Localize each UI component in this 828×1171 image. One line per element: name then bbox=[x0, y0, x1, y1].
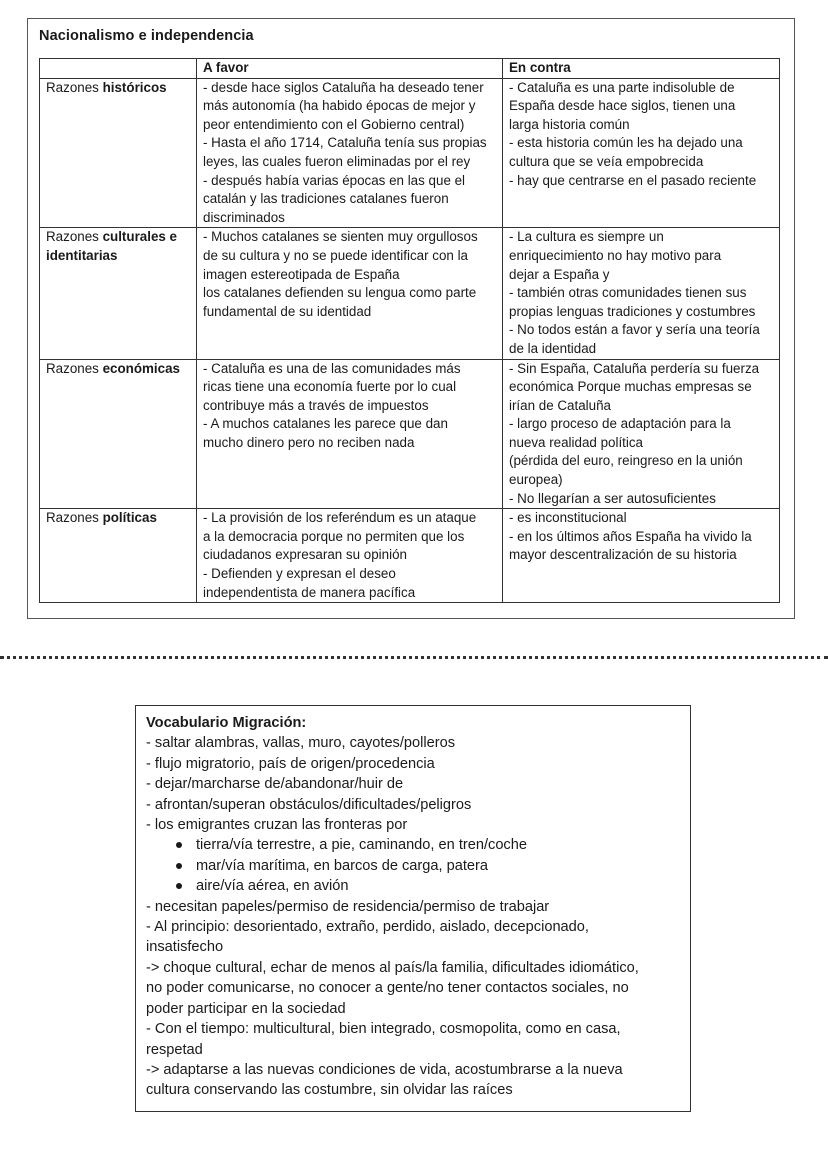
vocab-line: - Con el tiempo: multicultural, bien integrado, cosmopolita, como en casa, bbox=[146, 1021, 621, 1038]
vocab-bullet-item bbox=[146, 876, 680, 896]
cell-line: - A muchos catalanes les parece que dan bbox=[203, 416, 448, 432]
cell-line: más autonomía (ha habido épocas de mejor y bbox=[203, 98, 476, 114]
vocab-line: -> choque cultural, echar de menos al país/la familia, dificultades idiomático, bbox=[146, 959, 639, 976]
cell-line: - desde hace siglos Cataluña ha deseado tener bbox=[203, 79, 484, 95]
cell-line: - hay que centrarse en el pasado reciente bbox=[509, 172, 757, 188]
cell-line: de su cultura y no se puede identificar con la bbox=[203, 247, 469, 263]
header-favor: A favor bbox=[197, 59, 503, 79]
cell-line: ciudadanos expresaran su opinión bbox=[203, 547, 407, 563]
vocab-line: - saltar alambras, vallas, muro, cayotes/polleros bbox=[146, 735, 456, 752]
vocab-bullet-item bbox=[146, 856, 680, 876]
cell-line: dejar a España y bbox=[509, 266, 610, 282]
vocab-line: respetad bbox=[146, 1041, 203, 1058]
cell-line: - Cataluña es una de las comunidades más bbox=[203, 360, 461, 376]
cell-line: europea) bbox=[509, 472, 563, 488]
cell-line: mayor descentralización de su historia bbox=[509, 547, 737, 563]
cell-line: - Muchos catalanes se sienten muy orgullosos bbox=[203, 229, 478, 245]
cell-line: - Defienden y expresan el deseo bbox=[203, 566, 396, 582]
cell-line: (pérdida del euro, reingreso en la unión bbox=[509, 453, 743, 469]
row-label bbox=[40, 228, 197, 359]
table-row bbox=[40, 228, 780, 359]
cell-line: - largo proceso de adaptación para la bbox=[509, 416, 731, 432]
cell-line: - en los últimos años España ha vivido la bbox=[509, 528, 752, 544]
cell-line: - Sin España, Cataluña perdería su fuerza bbox=[509, 360, 760, 376]
cell-line: nueva realidad política bbox=[509, 434, 643, 450]
cell-line: - Hasta el año 1714, Cataluña tenía sus propias bbox=[203, 135, 487, 151]
vocab-line: - afrontan/superan obstáculos/dificultades/peligros bbox=[146, 796, 472, 813]
vocab-line: insatisfecho bbox=[146, 939, 224, 956]
vocabulary-box bbox=[135, 705, 691, 1112]
cell-line: larga historia común bbox=[509, 116, 630, 132]
cell-contra bbox=[503, 509, 780, 603]
cell-line: - No llegarían a ser autosuficientes bbox=[509, 490, 716, 506]
row-label-prefix: Razones bbox=[46, 229, 103, 245]
cell-line: propias lenguas tradiciones y costumbres bbox=[509, 303, 756, 319]
row-label-prefix: Razones bbox=[46, 79, 103, 95]
row-label-topic: económicas bbox=[102, 360, 180, 376]
cell-line: mucho dinero pero no reciben nada bbox=[203, 434, 415, 450]
row-label-topic: políticas bbox=[102, 510, 157, 526]
cell-line: discriminados bbox=[203, 209, 285, 225]
bullet-text: tierra/vía terrestre, a pie, caminando, en tren/coche bbox=[196, 837, 527, 854]
dotted-separator bbox=[0, 656, 828, 659]
vocab-line: - flujo migratorio, país de origen/procedencia bbox=[146, 755, 435, 772]
cell-line: a la democracia porque no permiten que los bbox=[203, 528, 465, 544]
row-label bbox=[40, 78, 197, 228]
header-contra: En contra bbox=[503, 59, 780, 79]
vocab-line: - Al principio: desorientado, extraño, perdido, aislado, decepcionado, bbox=[146, 919, 589, 936]
cell-line: - también otras comunidades tienen sus bbox=[509, 285, 747, 301]
cell-line: - La provisión de los referéndum es un ataque bbox=[203, 510, 477, 526]
vocab-bullet-item bbox=[146, 835, 680, 855]
row-label-topic: culturales e identitarias bbox=[46, 229, 178, 263]
table-row bbox=[40, 509, 780, 603]
cell-line: - Cataluña es una parte indisoluble de bbox=[509, 79, 735, 95]
vocab-line: cultura conservando las costumbre, sin olvidar las raíces bbox=[146, 1082, 513, 1099]
bullet-text: mar/vía marítima, en barcos de carga, patera bbox=[196, 857, 489, 874]
cell-line: irían de Cataluña bbox=[509, 397, 611, 413]
section-title: Nacionalismo e independencia bbox=[39, 28, 254, 44]
cell-line: España desde hace siglos, tienen una bbox=[509, 98, 736, 114]
cell-line: cultura que se veía empobrecida bbox=[509, 153, 704, 169]
row-label-prefix: Razones bbox=[46, 360, 103, 376]
table-header-row bbox=[40, 59, 780, 79]
cell-line: - No todos están a favor y sería una teoría bbox=[509, 322, 760, 338]
cell-contra bbox=[503, 228, 780, 359]
row-label-prefix: Razones bbox=[46, 510, 103, 526]
cell-line: leyes, las cuales fueron eliminadas por el rey bbox=[203, 153, 471, 169]
cell-line: contribuye más a través de impuestos bbox=[203, 397, 429, 413]
cell-favor bbox=[197, 228, 503, 359]
cell-line: peor entendimiento con el Gobierno central) bbox=[203, 116, 465, 132]
row-label bbox=[40, 509, 197, 603]
vocab-line: - los emigrantes cruzan las fronteras por bbox=[146, 817, 408, 834]
vocabulary-title: Vocabulario Migración: bbox=[146, 715, 307, 731]
cell-favor bbox=[197, 509, 503, 603]
cell-line: - después había varias épocas en las que el bbox=[203, 172, 466, 188]
table-row bbox=[40, 359, 780, 509]
bullet-text: aire/vía aérea, en avión bbox=[196, 878, 349, 895]
cell-contra bbox=[503, 359, 780, 509]
vocab-line: -> adaptarse a las nuevas condiciones de vida, acostumbrarse a la nueva bbox=[146, 1061, 623, 1078]
vocab-line: no poder comunicarse, no conocer a gente/no tener contactos sociales, no bbox=[146, 980, 629, 997]
cell-line: catalán y las tradiciones catalanes fueron bbox=[203, 191, 449, 207]
cell-favor bbox=[197, 78, 503, 228]
vocab-line: - dejar/marcharse de/abandonar/huir de bbox=[146, 776, 404, 793]
cell-line: - es inconstitucional bbox=[509, 510, 627, 526]
bullet-dot-icon bbox=[176, 863, 182, 869]
cell-line: de la identidad bbox=[509, 340, 597, 356]
nationalism-section bbox=[27, 18, 795, 619]
cell-contra bbox=[503, 78, 780, 228]
row-label-topic: históricos bbox=[102, 79, 167, 95]
cell-line: - esta historia común les ha dejado una bbox=[509, 135, 743, 151]
cell-line: independentista de manera pacífica bbox=[203, 584, 416, 600]
vocab-line: - necesitan papeles/permiso de residencia/permiso de trabajar bbox=[146, 898, 550, 915]
vocab-line: poder participar en la sociedad bbox=[146, 1000, 346, 1017]
cell-line: los catalanes defienden su lengua como parte bbox=[203, 285, 477, 301]
cell-line: - La cultura es siempre un bbox=[509, 229, 664, 245]
row-label bbox=[40, 359, 197, 509]
table-row bbox=[40, 78, 780, 228]
cell-favor bbox=[197, 359, 503, 509]
cell-line: imagen estereotipada de España bbox=[203, 266, 400, 282]
cell-line: enriquecimiento no hay motivo para bbox=[509, 247, 722, 263]
cell-line: económica Porque muchas empresas se bbox=[509, 379, 752, 395]
cell-line: fundamental de su identidad bbox=[203, 303, 372, 319]
header-empty bbox=[40, 59, 197, 79]
pros-cons-table bbox=[39, 58, 780, 603]
cell-line: ricas tiene una economía fuerte por lo cual bbox=[203, 379, 457, 395]
